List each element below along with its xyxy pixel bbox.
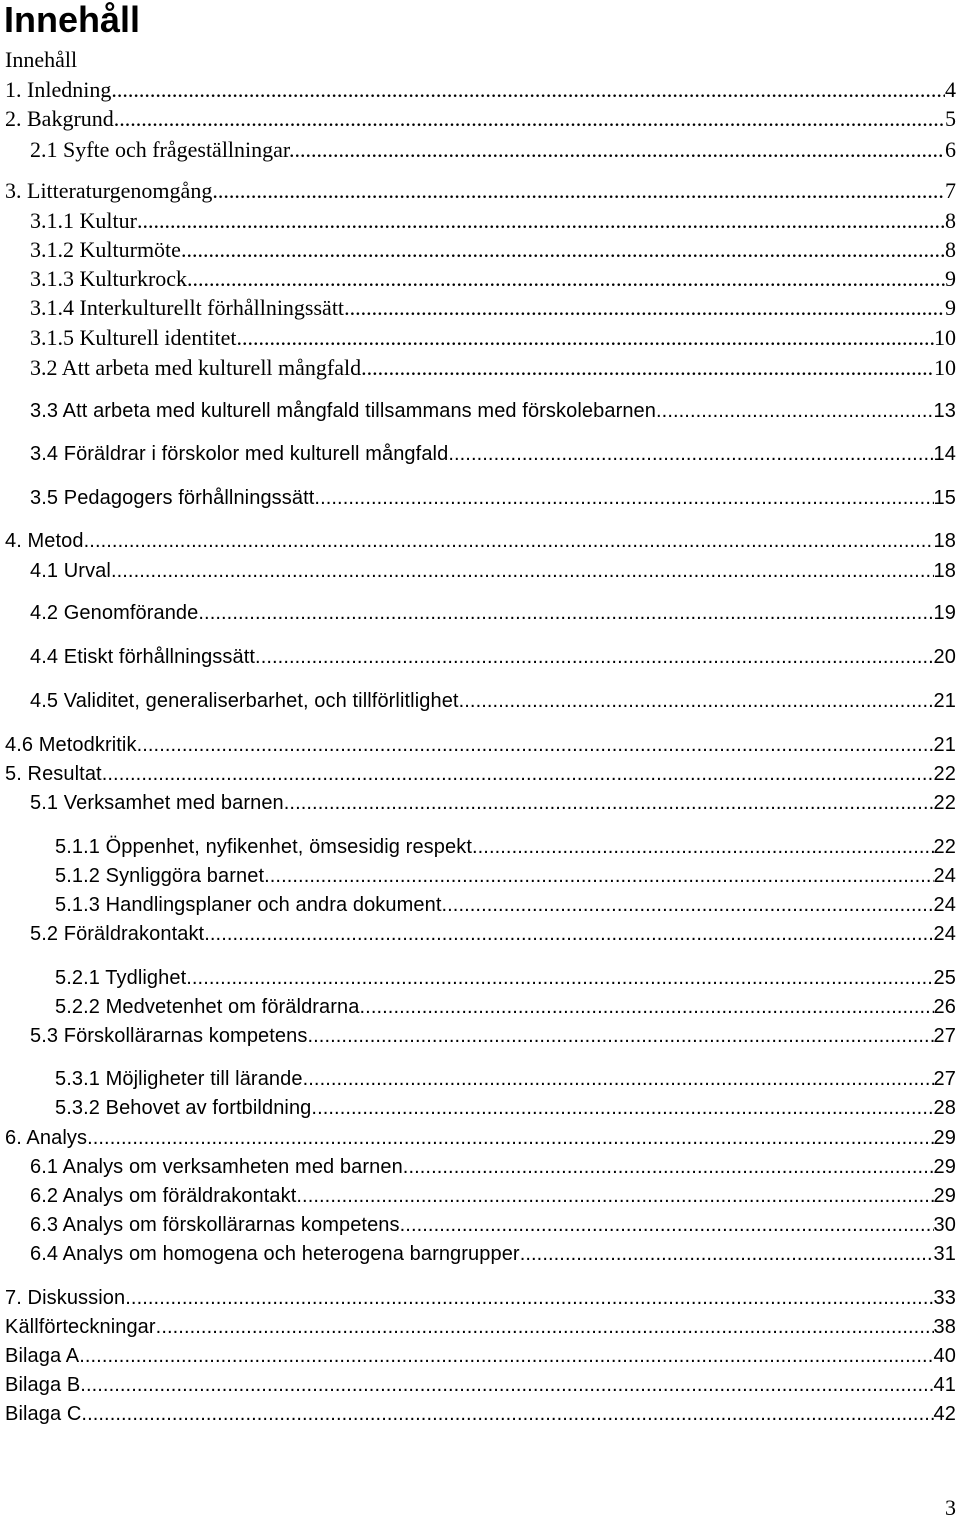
toc-entry-syfte[interactable] <box>30 136 956 164</box>
toc-leader-dots <box>255 643 934 671</box>
toc-entry-medvetenhet[interactable] <box>55 993 956 1021</box>
toc-leader-dots <box>400 1211 934 1239</box>
toc-title[interactable]: Innehåll <box>5 47 78 72</box>
toc-entry-label: 3.1.3 Kulturkrock <box>30 266 188 291</box>
toc-entry-page: 28 <box>933 1097 956 1119</box>
toc-leader-dots <box>441 891 933 919</box>
toc-leader-dots <box>403 1153 934 1181</box>
toc-entry-tydlighet[interactable] <box>55 964 956 992</box>
toc-entry-label: 3.2 Att arbeta med kulturell mångfald <box>30 355 362 380</box>
toc-entry-oppenhet[interactable] <box>55 833 956 861</box>
toc-entry-page: 29 <box>933 1185 956 1207</box>
toc-entry-fortbildning[interactable] <box>55 1094 956 1122</box>
toc-entry-bakgrund[interactable] <box>5 105 956 133</box>
toc-entry-page: 24 <box>933 894 956 916</box>
toc-entry-verksamhet[interactable] <box>30 789 956 817</box>
toc-entry-analys-verksamheten[interactable] <box>30 1153 956 1181</box>
toc-entry-synliggora[interactable] <box>55 862 956 890</box>
toc-entry-page: 38 <box>933 1316 956 1338</box>
toc-leader-dots <box>181 236 945 264</box>
toc-leader-dots <box>344 294 945 322</box>
toc-leader-dots <box>448 440 933 468</box>
toc-entry-label: 3. Litteraturgenomgång <box>5 178 213 203</box>
toc-entry-page: 13 <box>933 400 956 422</box>
toc-entry-page: 40 <box>933 1345 956 1367</box>
toc-entry-page: 24 <box>933 865 956 887</box>
toc-leader-dots <box>79 1342 933 1370</box>
toc-leader-dots <box>361 354 934 382</box>
toc-entry-page: 27 <box>933 1068 956 1090</box>
toc-entry-page: 22 <box>933 763 956 785</box>
toc-entry-bilaga-a[interactable] <box>5 1342 956 1370</box>
page-number: 3 <box>945 1495 956 1520</box>
toc-entry-att-arbeta-tillsammans[interactable] <box>30 397 956 425</box>
toc-leader-dots <box>114 105 945 133</box>
toc-entry-label: 5.1.3 Handlingsplaner och andra dokument <box>55 894 442 916</box>
toc-entry-page: 41 <box>933 1374 956 1396</box>
toc-leader-dots <box>360 993 934 1021</box>
toc-leader-dots <box>187 265 945 293</box>
toc-leader-dots <box>81 1400 933 1428</box>
toc-entry-label: 6.1 Analys om verksamheten med barnen <box>30 1156 403 1178</box>
toc-leader-dots <box>84 527 934 555</box>
toc-leader-dots <box>311 1094 933 1122</box>
toc-entry-label: Bilaga A <box>5 1345 80 1367</box>
toc-leader-dots <box>125 1284 933 1312</box>
toc-entry-validitet[interactable] <box>30 687 956 715</box>
toc-entry-analys[interactable] <box>5 1124 956 1152</box>
toc-entry-page: 8 <box>945 237 956 262</box>
toc-entry-urval[interactable] <box>30 557 956 585</box>
toc-entry-page: 30 <box>933 1214 956 1236</box>
toc-entry-genomforande[interactable] <box>30 599 956 627</box>
toc-entry-label: 4.1 Urval <box>30 560 111 582</box>
toc-leader-dots <box>296 1182 933 1210</box>
toc-entry-label: 5.2.2 Medvetenhet om föräldrarna <box>55 996 360 1018</box>
toc-entry-page: 18 <box>933 560 956 582</box>
toc-entry-page: 20 <box>933 646 956 668</box>
toc-entry-kulturkrock[interactable] <box>30 265 956 293</box>
toc-leader-dots <box>212 177 945 205</box>
toc-entry-label: 4.2 Genomförande <box>30 602 199 624</box>
toc-leader-dots <box>111 76 945 104</box>
toc-leader-dots <box>472 833 934 861</box>
toc-entry-page: 15 <box>933 487 956 509</box>
toc-entry-page: 18 <box>933 530 956 552</box>
toc-leader-dots <box>284 789 934 817</box>
toc-leader-dots <box>186 964 933 992</box>
toc-entry-analys-kompetens[interactable] <box>30 1211 956 1239</box>
toc-entry-litteraturgenomgang[interactable] <box>5 177 956 205</box>
toc-entry-label: 6. Analys <box>5 1127 88 1149</box>
toc-entry-forskollararnas-kompetens[interactable] <box>30 1022 956 1050</box>
toc-entry-label: 3.1.1 Kultur <box>30 208 137 233</box>
toc-entry-page: 10 <box>934 325 956 350</box>
toc-entry-kulturell-identitet[interactable] <box>30 324 956 352</box>
toc-entry-handlingsplaner[interactable] <box>55 891 956 919</box>
toc-entry-analys-barngrupper[interactable] <box>30 1240 956 1268</box>
toc-entry-label: 3.1.2 Kulturmöte <box>30 237 181 262</box>
toc-entry-label: 5.1 Verksamhet med barnen <box>30 792 284 814</box>
toc-entry-bilaga-c[interactable] <box>5 1400 956 1428</box>
toc-leader-dots <box>137 207 945 235</box>
toc-entry-pedagogers[interactable] <box>30 484 956 512</box>
toc-entry-label: Bilaga B <box>5 1374 81 1396</box>
toc-entry-label: 5.3.2 Behovet av fortbildning <box>55 1097 312 1119</box>
toc-leader-dots <box>102 760 934 788</box>
toc-entry-label: Bilaga C <box>5 1403 82 1425</box>
toc-entry-page: 21 <box>933 734 956 756</box>
toc-entry-mojligheter[interactable] <box>55 1065 956 1093</box>
toc-entry-label: 3.5 Pedagogers förhållningssätt <box>30 487 315 509</box>
toc-entry-label: 3.3 Att arbeta med kulturell mångfald tillsammans med förskolebarnen <box>30 400 656 422</box>
toc-entry-page: 27 <box>933 1025 956 1047</box>
toc-leader-dots <box>314 484 933 512</box>
toc-entry-label: 3.1.4 Interkulturellt förhållningssätt <box>30 295 345 320</box>
toc-entry-page: 21 <box>933 690 956 712</box>
toc-entry-label: 7. Diskussion <box>5 1287 126 1309</box>
toc-leader-dots <box>264 862 933 890</box>
toc-entry-page: 26 <box>933 996 956 1018</box>
toc-entry-label: 3.1.5 Kulturell identitet <box>30 325 237 350</box>
toc-entry-metodkritik[interactable] <box>5 731 956 759</box>
toc-entry-page: 4 <box>945 77 956 102</box>
toc-entry-label: 6.3 Analys om förskollärarnas kompetens <box>30 1214 400 1236</box>
toc-entry-label: 4.5 Validitet, generaliserbarhet, och tillförlitlighet <box>30 690 459 712</box>
toc-entry-label: 6.4 Analys om homogena och heterogena barngrupper <box>30 1243 520 1265</box>
toc-leader-dots <box>237 324 934 352</box>
toc-leader-dots <box>156 1313 934 1341</box>
toc-leader-dots <box>137 731 934 759</box>
toc-leader-dots <box>295 136 945 164</box>
toc-leader-dots <box>198 599 933 627</box>
toc-leader-dots <box>80 1371 933 1399</box>
toc-leader-dots <box>520 1240 934 1268</box>
toc-entry-page: 5 <box>945 106 956 131</box>
toc-entry-page: 29 <box>933 1127 956 1149</box>
toc-entry-page: 19 <box>933 602 956 624</box>
toc-entry-page: 8 <box>945 208 956 233</box>
toc-leader-dots <box>87 1124 933 1152</box>
toc-leader-dots <box>111 557 934 585</box>
toc-entry-page: 10 <box>934 355 956 380</box>
toc-entry-label: 3.4 Föräldrar i förskolor med kulturell mångfald <box>30 443 449 465</box>
toc-entry-diskussion[interactable] <box>5 1284 956 1312</box>
toc-entry-inledning[interactable] <box>5 76 956 104</box>
toc-entry-kulturmote[interactable] <box>30 236 956 264</box>
toc-entry-bilaga-b[interactable] <box>5 1371 956 1399</box>
toc-entry-page: 9 <box>945 295 956 320</box>
toc-entry-page: 14 <box>933 443 956 465</box>
toc-entry-label: 5.3.1 Möjligheter till lärande <box>55 1068 303 1090</box>
toc-leader-dots <box>204 920 933 948</box>
toc-entry-foraldrar-forskolor[interactable] <box>30 440 956 468</box>
toc-entry-label: 6.2 Analys om föräldrakontakt <box>30 1185 297 1207</box>
toc-leader-dots <box>656 397 934 425</box>
toc-entry-analys-foraldrakontakt[interactable] <box>30 1182 956 1210</box>
toc-entry-label: 5.1.1 Öppenhet, nyfikenhet, ömsesidig respekt <box>55 836 472 858</box>
toc-entry-label: 4.6 Metodkritik <box>5 734 137 756</box>
toc-entry-metod[interactable] <box>5 527 956 555</box>
toc-entry-page: 9 <box>945 266 956 291</box>
toc-entry-label: 5.2.1 Tydlighet <box>55 967 187 989</box>
toc-entry-label: Källförteckningar <box>5 1316 156 1338</box>
toc-entry-page: 29 <box>933 1156 956 1178</box>
toc-entry-att-arbeta[interactable] <box>30 354 956 382</box>
toc-entry-page: 33 <box>933 1287 956 1309</box>
toc-entry-label: 2.1 Syfte och frågeställningar. <box>30 137 295 162</box>
toc-entry-page: 7 <box>945 178 956 203</box>
toc-entry-label: 5. Resultat <box>5 763 102 785</box>
page-heading: Innehåll <box>4 0 141 40</box>
toc-entry-label: 1. Inledning <box>5 77 112 102</box>
toc-entry-label: 5.3 Förskollärarnas kompetens <box>30 1025 308 1047</box>
toc-leader-dots <box>459 687 934 715</box>
toc-entry-label: 4.4 Etiskt förhållningssätt <box>30 646 256 668</box>
toc-entry-label: 2. Bakgrund <box>5 106 114 131</box>
toc-entry-page: 22 <box>933 836 956 858</box>
toc-entry-etiskt[interactable] <box>30 643 956 671</box>
toc-entry-resultat[interactable] <box>5 760 956 788</box>
toc-entry-kultur[interactable] <box>30 207 956 235</box>
toc-leader-dots <box>303 1065 934 1093</box>
toc-entry-page: 25 <box>933 967 956 989</box>
toc-entry-page: 6 <box>945 137 956 162</box>
toc-entry-kallforteckningar[interactable] <box>5 1313 956 1341</box>
toc-entry-interkulturellt[interactable] <box>30 294 956 322</box>
toc-entry-page: 42 <box>933 1403 956 1425</box>
toc-leader-dots <box>307 1022 933 1050</box>
toc-entry-label: 5.2 Föräldrakontakt <box>30 923 205 945</box>
toc-entry-page: 24 <box>933 923 956 945</box>
toc-entry-foraldrakontakt[interactable] <box>30 920 956 948</box>
toc-entry-label: 5.1.2 Synliggöra barnet <box>55 865 265 887</box>
toc-entry-label: 4. Metod <box>5 530 84 552</box>
toc-entry-page: 22 <box>933 792 956 814</box>
toc-entry-page: 31 <box>933 1243 956 1265</box>
